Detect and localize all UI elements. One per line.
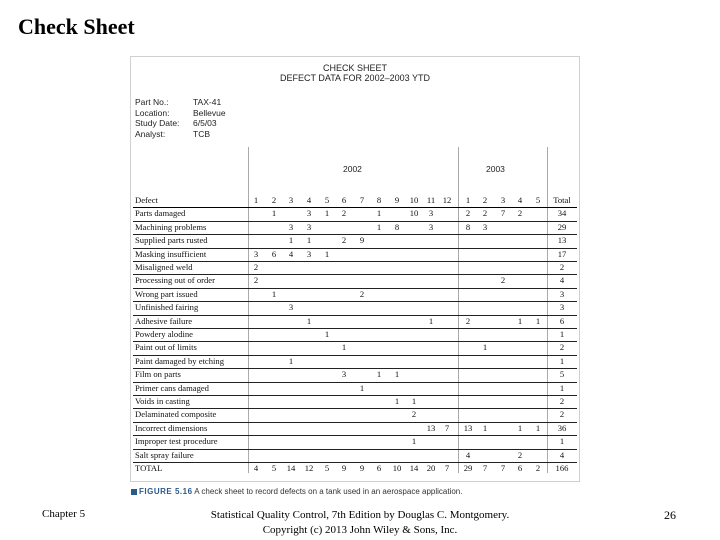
row-label: Voids in casting: [135, 396, 190, 406]
page-number: 26: [664, 508, 676, 522]
table-row: [133, 301, 577, 315]
count-cell: 11: [426, 195, 436, 205]
count-cell: 6: [517, 463, 523, 473]
count-cell: 1: [376, 369, 382, 380]
count-cell: 1: [376, 208, 382, 219]
table-row: [133, 449, 577, 463]
count-cell: 1: [535, 315, 541, 326]
total-cell: 6: [559, 315, 565, 326]
meta-value: TAX-41: [193, 97, 222, 107]
count-cell: 2: [535, 463, 541, 473]
count-cell: 1: [359, 382, 365, 393]
count-cell: 13: [426, 422, 436, 433]
table-row: [133, 435, 577, 449]
count-cell: 5: [324, 195, 330, 205]
row-label: Parts damaged: [135, 208, 186, 219]
count-cell: 3: [428, 208, 434, 219]
meta-key: Location:: [135, 107, 170, 118]
total-cell: 1: [559, 436, 565, 447]
row-label: Paint out of limits: [135, 342, 197, 353]
count-cell: 4: [517, 195, 523, 205]
total-cell: 3: [559, 302, 565, 313]
count-cell: 6: [271, 248, 277, 259]
count-cell: 13: [463, 422, 473, 433]
count-cell: 1: [394, 369, 400, 380]
row-label: Powdery alodine: [135, 329, 193, 339]
count-cell: 2: [482, 195, 488, 205]
count-cell: 1: [288, 235, 294, 246]
row-label: Masking insufficient: [135, 248, 207, 259]
total-cell: 2: [559, 342, 565, 353]
row-label: Incorrect dimensions: [135, 422, 208, 433]
count-cell: 5: [271, 463, 277, 473]
count-cell: 2: [465, 208, 471, 219]
count-cell: 3: [306, 248, 312, 259]
count-cell: 3: [428, 221, 434, 232]
total-cell: 36: [557, 422, 567, 433]
table-row: [133, 207, 577, 221]
sheet-title-line-1: CHECK SHEET: [322, 63, 387, 73]
count-cell: 3: [288, 195, 294, 205]
count-cell: 2: [359, 288, 365, 299]
count-cell: 1: [306, 315, 312, 326]
total-cell: Total: [553, 195, 571, 205]
count-cell: 1: [306, 235, 312, 246]
row-label: Unfinished fairing: [135, 302, 199, 313]
count-cell: 3: [288, 302, 294, 313]
total-cell: 34: [557, 208, 567, 219]
count-cell: 1: [376, 221, 382, 232]
footer-chapter: Chapter 5: [42, 508, 86, 520]
count-cell: 1: [465, 195, 471, 205]
count-cell: 1: [428, 315, 434, 326]
count-cell: 9: [359, 235, 365, 246]
count-cell: 7: [482, 463, 488, 473]
count-cell: 3: [341, 369, 347, 380]
row-label: Misaligned weld: [135, 262, 193, 272]
table-row: [133, 355, 577, 369]
count-cell: 14: [286, 463, 296, 473]
count-cell: 7: [359, 195, 365, 205]
count-cell: 3: [253, 248, 259, 259]
count-cell: 4: [253, 463, 259, 473]
table-row: [133, 234, 577, 248]
row-label: Primer cans damaged: [135, 382, 209, 393]
count-cell: 1: [271, 288, 277, 299]
total-cell: 1: [559, 355, 565, 366]
count-cell: 4: [306, 195, 312, 205]
count-cell: 7: [444, 422, 450, 433]
total-cell: 4: [559, 275, 565, 286]
count-cell: 6: [341, 195, 347, 205]
table-row: [133, 395, 577, 409]
caption-figure-number: FIGURE 5.16: [139, 487, 193, 496]
total-cell: 1: [559, 382, 565, 393]
table-row: [133, 368, 577, 382]
table-row: [133, 315, 577, 329]
total-cell: 2: [559, 396, 565, 406]
total-cell: 3: [559, 288, 565, 299]
count-cell: 1: [271, 208, 277, 219]
table-row: [133, 248, 577, 262]
count-cell: 8: [376, 195, 382, 205]
count-cell: 3: [482, 221, 488, 232]
count-cell: 1: [411, 436, 417, 447]
row-label: Film on parts: [135, 369, 181, 380]
row-label: Defect: [135, 195, 158, 205]
count-cell: 1: [253, 195, 259, 205]
table-row: [133, 382, 577, 396]
count-cell: 8: [394, 221, 400, 232]
total-cell: 29: [557, 221, 567, 232]
row-label: Improper test procedure: [135, 436, 218, 447]
table-header-row: [133, 194, 577, 208]
row-label: Adhesive failure: [135, 315, 193, 326]
count-cell: 1: [411, 396, 417, 406]
meta-value: TCB: [193, 128, 210, 139]
count-cell: 7: [500, 463, 506, 473]
count-cell: 1: [517, 315, 523, 326]
count-cell: 2: [253, 275, 259, 286]
table-row: [133, 261, 577, 275]
count-cell: 1: [517, 422, 523, 433]
count-cell: 2: [341, 208, 347, 219]
count-cell: 4: [465, 449, 471, 460]
count-cell: 1: [324, 248, 330, 259]
total-cell: 5: [559, 369, 565, 380]
total-cell: 4: [559, 449, 565, 460]
sheet-title-line-2: DEFECT DATA FOR 2002–2003 YTD: [280, 73, 430, 83]
count-cell: 3: [500, 195, 506, 205]
count-cell: 1: [535, 422, 541, 433]
count-cell: 2: [517, 208, 523, 219]
count-cell: 10: [409, 208, 419, 219]
row-label: Supplied parts rusted: [135, 235, 208, 246]
count-cell: 10: [392, 463, 402, 473]
meta-value: Bellevue: [193, 107, 226, 118]
count-cell: 1: [288, 355, 294, 366]
count-cell: 2: [517, 449, 523, 460]
table-row: [133, 274, 577, 288]
meta-key: Analyst:: [135, 128, 166, 139]
count-cell: 3: [288, 221, 294, 232]
count-cell: 12: [442, 195, 452, 205]
caption-text: A check sheet to record defects on a tank used in an aerospace application.: [194, 487, 463, 496]
total-cell: 166: [555, 463, 569, 473]
defect-table: [131, 57, 579, 481]
row-label: Machining problems: [135, 221, 207, 232]
meta-value: 6/5/03: [193, 118, 217, 128]
count-cell: 1: [394, 396, 400, 406]
count-cell: 5: [324, 463, 330, 473]
total-cell: 1: [559, 329, 565, 339]
count-cell: 2: [271, 195, 277, 205]
meta-key: Part No.:: [135, 97, 169, 107]
count-cell: 10: [409, 195, 419, 205]
row-label: Wrong part issued: [135, 288, 198, 299]
table-row: [133, 422, 577, 436]
year-label: 2002: [343, 164, 362, 174]
count-cell: 3: [306, 221, 312, 232]
count-cell: 9: [341, 463, 347, 473]
count-cell: 8: [465, 221, 471, 232]
table-row: [133, 408, 577, 422]
count-cell: 9: [394, 195, 400, 205]
count-cell: 7: [500, 208, 506, 219]
caption-marker-icon: [131, 489, 137, 495]
count-cell: 2: [253, 262, 259, 272]
count-cell: 2: [465, 315, 471, 326]
row-label: Delaminated composite: [135, 409, 217, 420]
slide-title: Check Sheet: [18, 14, 135, 39]
year-label: 2003: [486, 164, 505, 174]
footer-citation-line-2: Copyright (c) 2013 John Wiley & Sons, Inc.: [262, 524, 458, 536]
count-cell: 7: [444, 463, 450, 473]
row-label: Processing out of order: [135, 275, 215, 286]
count-cell: 6: [376, 463, 382, 473]
meta-key: Study Date:: [135, 118, 180, 128]
count-cell: 1: [324, 208, 330, 219]
count-cell: 4: [288, 248, 294, 259]
count-cell: 9: [359, 463, 365, 473]
count-cell: 1: [324, 329, 330, 339]
count-cell: 2: [482, 208, 488, 219]
count-cell: 2: [341, 235, 347, 246]
total-cell: 2: [559, 262, 565, 272]
count-cell: 2: [411, 409, 417, 420]
row-label: TOTAL: [135, 463, 163, 473]
count-cell: 14: [409, 463, 419, 473]
count-cell: 12: [304, 463, 314, 473]
row-label: Salt spray failure: [135, 449, 194, 460]
footer-citation-line-1: Statistical Quality Control, 7th Edition by Douglas C. Montgomery.: [210, 509, 510, 521]
count-cell: 1: [482, 342, 488, 353]
total-cell: 13: [557, 235, 567, 246]
count-cell: 3: [306, 208, 312, 219]
total-cell: 17: [557, 248, 567, 259]
table-row: [133, 221, 577, 235]
row-label: Paint damaged by etching: [135, 355, 225, 366]
figure-caption: [131, 487, 579, 496]
count-cell: 20: [426, 463, 436, 473]
footer-citation: [190, 508, 530, 538]
count-cell: 2: [500, 275, 506, 286]
table-row: [133, 288, 577, 302]
count-cell: 5: [535, 195, 541, 205]
total-cell: 2: [559, 409, 565, 420]
table-row: [133, 328, 577, 342]
table-total-row: [133, 462, 577, 475]
count-cell: 1: [482, 422, 488, 433]
count-cell: 1: [341, 342, 347, 353]
table-row: [133, 341, 577, 355]
check-sheet-figure: [130, 56, 580, 496]
count-cell: 29: [463, 463, 473, 473]
